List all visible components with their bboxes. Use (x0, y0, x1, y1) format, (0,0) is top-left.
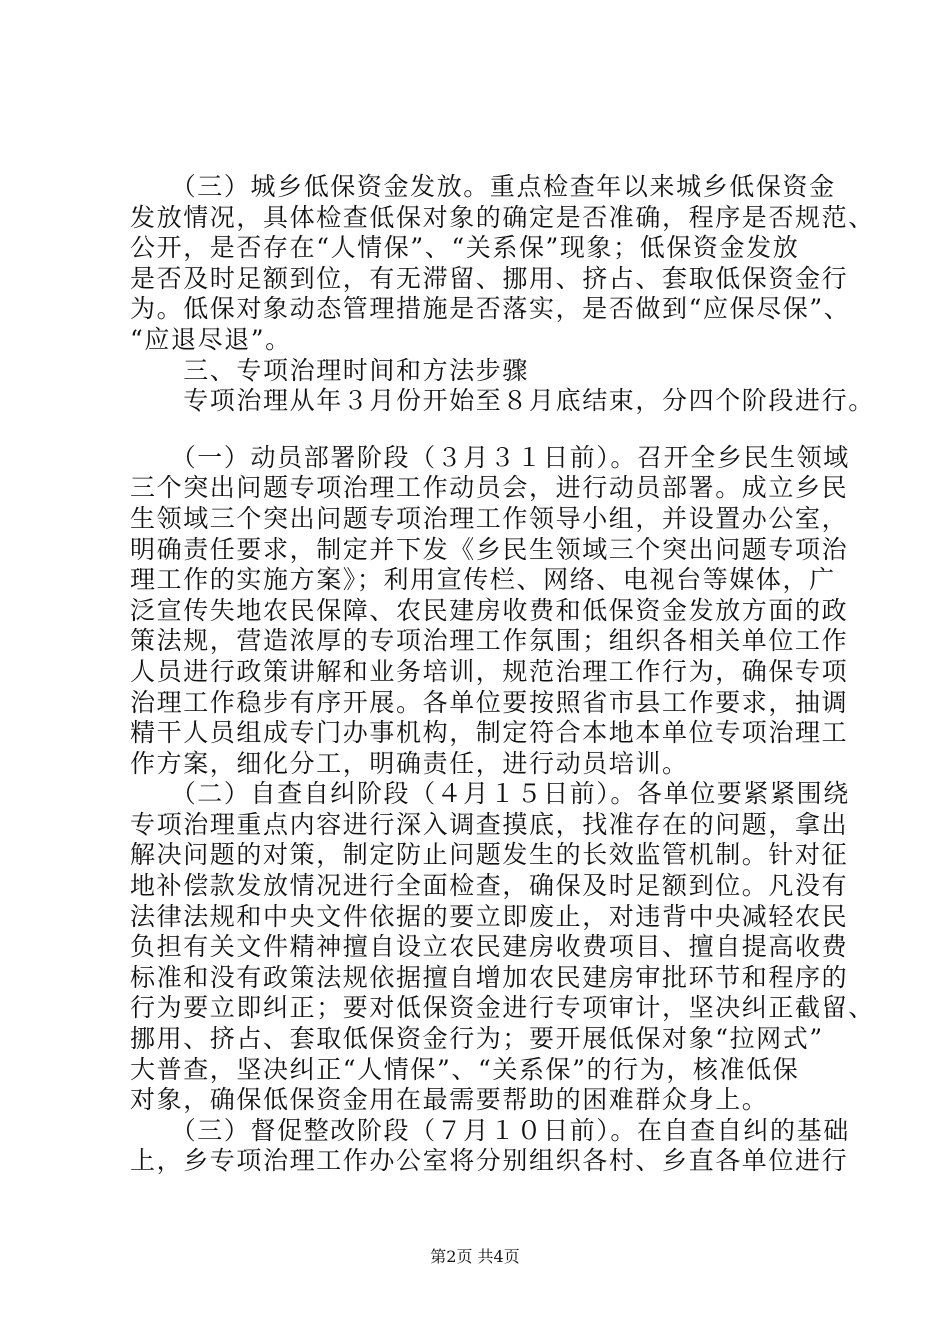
text-line: 上，乡专项治理工作办公室将分别组织各村、乡直各单位进行 (130, 1146, 849, 1176)
text-line: （二）自查自纠阶段（４月１５日前）。各单位要紧紧围绕 (130, 779, 850, 809)
text-line: 法律法规和中央文件依据的要立即废止，对违背中央减轻农民 (130, 901, 849, 931)
text-line: 行为要立即纠正；要对低保资金进行专项审计，坚决纠正截留、 (130, 993, 875, 1023)
text-line: 大普查，坚决纠正“人情保”、“关系保”的行为，核准低保 (130, 1054, 800, 1084)
text-line: 作方案，细化分工，明确责任，进行动员培训。 (130, 748, 689, 778)
text-line: 治理工作稳步有序开展。各单位要按照省市县工作要求，抽调 (130, 687, 849, 717)
text-line: 精干人员组成专门办事机构，制定符合本地本单位专项治理工 (130, 718, 849, 748)
text-line: 负担有关文件精神擅自设立农民建房收费项目、擅自提高收费 (130, 932, 849, 962)
section-heading: 三、专项治理时间和方法步骤 (130, 355, 530, 385)
text-line: 是否及时足额到位，有无滞留、挪用、挤占、套取低保资金行 (130, 263, 849, 293)
text-line: （一）动员部署阶段（３月３１日前）。召开全乡民生领域 (130, 442, 850, 472)
text-line: 理工作的实施方案》；利用宣传栏、网络、电视台等媒体，广 (130, 565, 836, 595)
text-line: （三）督促整改阶段（７月１０日前）。在自查自纠的基础 (130, 1115, 850, 1145)
text-line: 生领域三个突出问题专项治理工作领导小组，并设置办公室， (130, 503, 849, 533)
text-line: 三个突出问题专项治理工作动员会，进行动员部署。成立乡民 (130, 473, 849, 503)
text-line: 解决问题的对策，制定防止问题发生的长效监管机制。针对征 (130, 840, 849, 870)
text-line: （三）城乡低保资金发放。重点检查年以来城乡低保资金 (130, 172, 836, 201)
text-line: 标准和没有政策法规依据擅自增加农民建房审批环节和程序的 (130, 962, 849, 992)
text-line: 为。低保对象动态管理措施是否落实，是否做到“应保尽保”、 (130, 294, 851, 324)
text-line: 专项治理从年３月份开始至８月底结束，分四个阶段进行。 (130, 386, 875, 416)
text-line: 公开，是否存在“人情保”、“关系保”现象；低保资金发放 (130, 233, 800, 263)
text-line: 策法规，营造浓厚的专项治理工作氛围；组织各相关单位工作 (130, 626, 849, 656)
text-line: “应退尽退”。 (130, 324, 292, 354)
text-line: 对象，确保低保资金用在最需要帮助的困难群众身上。 (130, 1085, 769, 1115)
document-body (130, 172, 875, 1177)
text-line: 人员进行政策讲解和业务培训，规范治理工作行为，确保专项 (130, 656, 849, 686)
text-line: 地补偿款发放情况进行全面检查，确保及时足额到位。凡没有 (130, 871, 849, 901)
paragraph-gap (130, 417, 832, 443)
text-line: 泛宣传失地农民保障、农民建房收费和低保资金发放方面的政 (130, 595, 849, 625)
page-footer: 第2页 共4页 (430, 1247, 520, 1266)
text-line: 专项治理重点内容进行深入调查摸底，找准存在的问题，拿出 (130, 809, 849, 839)
text-line: 挪用、挤占、套取低保资金行为；要开展低保对象“拉网式” (130, 1024, 824, 1054)
text-line: 明确责任要求，制定并下发《乡民生领域三个突出问题专项治 (130, 534, 849, 564)
text-line: 发放情况，具体检查低保对象的确定是否准确，程序是否规范、 (130, 202, 875, 232)
